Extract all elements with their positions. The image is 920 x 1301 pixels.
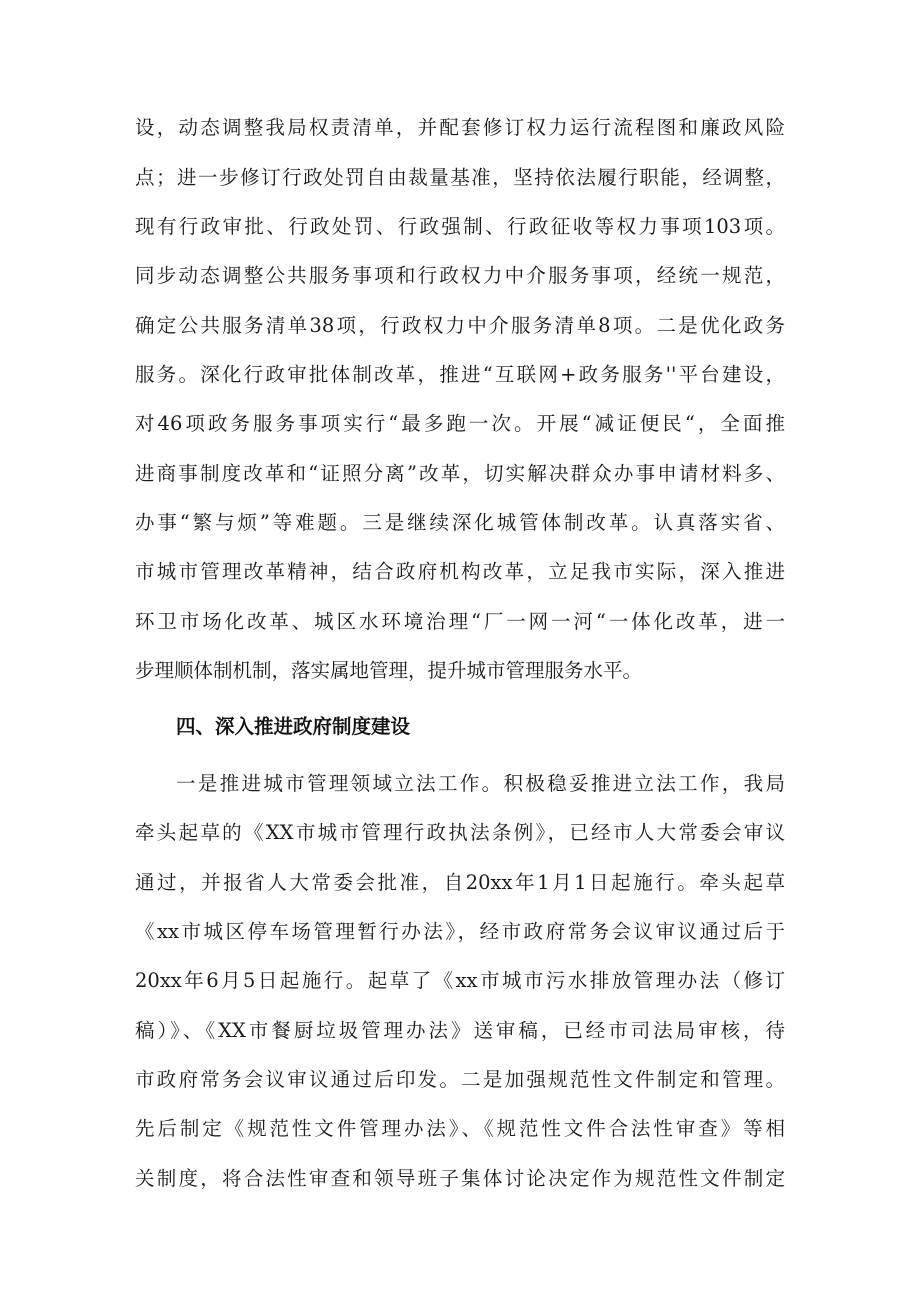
paragraph-line: 一是推进城市管理领域立法工作。积极稳妥推进立法工作，我局 [176, 772, 785, 795]
section-heading: 四、深入推进政府制度建设 [176, 715, 411, 738]
paragraph-line: 确定公共服务清单38项，行政权力中介服务清单8项。二是优化政务 [135, 314, 785, 337]
paragraph-line: 同步动态调整公共服务事项和行政权力中介服务事项，经统一规范， [135, 264, 785, 287]
paragraph-line: 市城市管理改革精神，结合政府机构改革，立足我市实际，深入推进 [135, 560, 785, 583]
paragraph-line: 点；进一步修订行政处罚自由裁量基准，坚持依法履行职能，经调整， [135, 166, 785, 189]
paragraph-line: 先后制定《规范性文件管理办法》、《规范性文件合法性审查》等相 [135, 1117, 785, 1140]
paragraph-line: 服务。深化行政审批体制改革，推进“互联网+政务服务''平台建设， [135, 363, 785, 386]
paragraph-line: 进商事制度改革和“证照分离”改革，切实解决群众办事申请材料多、 [135, 462, 785, 485]
paragraph-line: 设，动态调整我局权责清单，并配套修订权力运行流程图和廉政风险 [135, 116, 785, 139]
paragraph-line: 牵头起草的《XX市城市管理行政执法条例》，已经市人大常委会审议 [135, 821, 785, 844]
paragraph-line: 市政府常务会议审议通过后印发。二是加强规范性文件制定和管理。 [135, 1068, 785, 1091]
paragraph-line: 20xx年6月5日起施行。起草了《xx市城市污水排放管理办法（修订 [135, 969, 785, 992]
paragraph-line: 《xx市城区停车场管理暂行办法》，经市政府常务会议审议通过后于 [135, 920, 785, 943]
paragraph-line: 现有行政审批、行政处罚、行政强制、行政征收等权力事项103项。 [135, 215, 785, 238]
paragraph-line: 稿）》、《XX市餐厨垃圾管理办法》送审稿，已经市司法局审核，待 [135, 1019, 785, 1042]
paragraph-line: 关制度，将合法性审查和领导班子集体讨论决定作为规范性文件制定 [135, 1167, 785, 1190]
paragraph-line: 步理顺体制机制，落实属地管理，提升城市管理服务水平。 [135, 659, 643, 682]
paragraph-line: 对46项政务服务事项实行“最多跑一次。开展“减证便民“，全面推 [135, 412, 785, 435]
paragraph-line: 环卫市场化改革、城区水环境治理“厂一网一河“一体化改革，进一 [135, 610, 785, 633]
paragraph-line: 通过，并报省人大常委会批准，自20xx年1月1日起施行。牵头起草 [135, 871, 785, 894]
paragraph-line: 办事“繁与烦”等难题。三是继续深化城管体制改革。认真落实省、 [135, 511, 785, 534]
